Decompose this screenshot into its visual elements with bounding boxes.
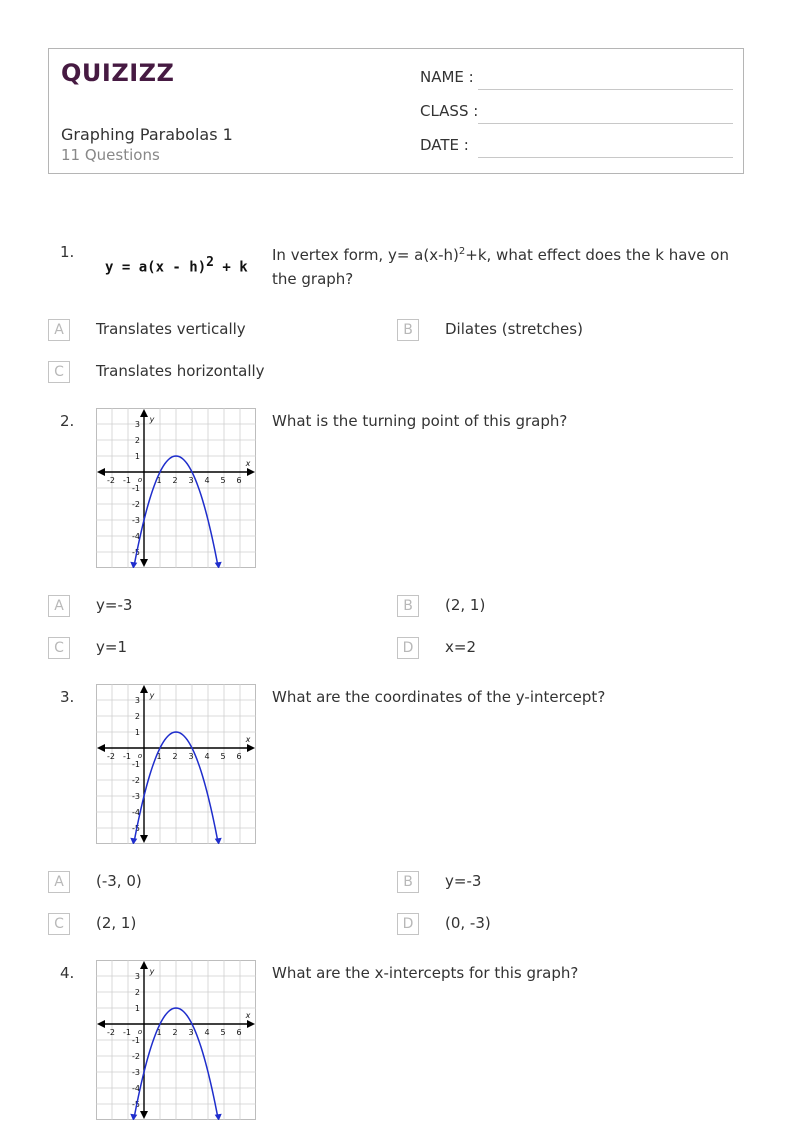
origin-label: o	[137, 752, 143, 760]
y-tick-label: 2	[134, 436, 140, 445]
question-number: 4.	[60, 964, 75, 982]
parabola-graph	[96, 960, 256, 1120]
class-field[interactable]	[420, 102, 733, 124]
question-count: 11 Questions	[61, 146, 160, 164]
y-tick-label: 1	[134, 1004, 140, 1013]
y-tick-label: -1	[132, 484, 140, 493]
worksheet-header	[48, 48, 744, 174]
y-axis-label: y	[149, 691, 155, 700]
y-tick-label: 2	[134, 712, 140, 721]
option-letter: A	[48, 595, 70, 617]
date-line	[478, 157, 733, 158]
option-letter: B	[397, 319, 419, 341]
x-axis-label: x	[245, 459, 251, 468]
formula-tail: + k	[213, 259, 248, 276]
x-tick-label: -2	[107, 752, 115, 761]
option-text: Translates horizontally	[96, 362, 265, 380]
option-letter: B	[397, 595, 419, 617]
option-text: (2, 1)	[445, 596, 486, 614]
option-text: Dilates (stretches)	[445, 320, 583, 338]
y-tick-label: -2	[132, 1052, 140, 1061]
question-text-post: +k, what effect does the k have on the graph?	[272, 246, 729, 288]
y-tick-label: 3	[134, 972, 140, 981]
x-axis-label: x	[245, 1011, 251, 1020]
option-text: (-3, 0)	[96, 872, 142, 890]
x-tick-label: 6	[236, 476, 242, 485]
question-number: 1.	[60, 243, 75, 261]
y-axis-label: y	[149, 967, 155, 976]
class-label: CLASS :	[420, 102, 479, 120]
option-text: (0, -3)	[445, 914, 491, 932]
y-tick-label: -2	[132, 776, 140, 785]
question-text: What are the coordinates of the y-intercept?	[272, 688, 606, 706]
worksheet-title: Graphing Parabolas 1	[61, 125, 233, 144]
x-tick-label: 3	[188, 752, 194, 761]
x-tick-label: -1	[123, 476, 131, 485]
option-letter: A	[48, 871, 70, 893]
x-tick-label: 6	[236, 752, 242, 761]
option-letter: B	[397, 871, 419, 893]
x-tick-label: 4	[204, 752, 210, 761]
y-tick-label: 1	[134, 728, 140, 737]
x-tick-label: 2	[172, 752, 178, 761]
question-text-exp: 2	[458, 246, 466, 257]
option-text: x=2	[445, 638, 476, 656]
quizizz-logo: QUIZIZZ	[61, 59, 175, 87]
x-tick-label: 6	[236, 1028, 242, 1037]
x-tick-label: 1	[156, 1028, 162, 1037]
y-tick-label: -4	[132, 808, 140, 817]
origin-label: o	[137, 1028, 143, 1036]
parabola-graph	[96, 684, 256, 844]
y-tick-label: -4	[132, 1084, 140, 1093]
x-tick-label: -2	[107, 476, 115, 485]
x-tick-label: -1	[123, 1028, 131, 1037]
question-text	[272, 240, 742, 291]
y-tick-label: -2	[132, 500, 140, 509]
x-tick-label: 4	[204, 476, 210, 485]
x-tick-label: 5	[220, 476, 226, 485]
y-tick-label: 1	[134, 452, 140, 461]
question-number: 3.	[60, 688, 75, 706]
vertex-form-formula	[105, 255, 248, 276]
y-tick-label: -5	[132, 824, 140, 833]
name-line	[478, 89, 733, 90]
y-tick-label: 2	[134, 988, 140, 997]
y-axis-label: y	[149, 415, 155, 424]
option-text: y=-3	[96, 596, 133, 614]
y-tick-label: -3	[132, 792, 140, 801]
x-tick-label: 3	[188, 476, 194, 485]
option-letter: D	[397, 637, 419, 659]
x-tick-label: -1	[123, 752, 131, 761]
origin-label: o	[137, 476, 143, 484]
option-letter: C	[48, 637, 70, 659]
date-label: DATE :	[420, 136, 469, 154]
formula-exponent: 2	[206, 255, 214, 270]
x-tick-label: 1	[156, 752, 162, 761]
formula-main: y = a(x - h)	[105, 259, 207, 276]
x-tick-label: 2	[172, 476, 178, 485]
x-tick-label: 5	[220, 1028, 226, 1037]
date-field[interactable]	[420, 136, 733, 158]
question-number: 2.	[60, 412, 75, 430]
x-tick-label: 2	[172, 1028, 178, 1037]
x-axis-label: x	[245, 735, 251, 744]
option-letter: C	[48, 913, 70, 935]
y-tick-label: -4	[132, 532, 140, 541]
y-tick-label: 3	[134, 420, 140, 429]
option-text: y=-3	[445, 872, 482, 890]
option-letter: C	[48, 361, 70, 383]
question-text-pre: In vertex form, y= a(x-h)	[272, 246, 459, 264]
parabola-graph	[96, 408, 256, 568]
option-text: y=1	[96, 638, 127, 656]
y-tick-label: -1	[132, 1036, 140, 1045]
y-tick-label: 3	[134, 696, 140, 705]
option-text: Translates vertically	[96, 320, 246, 338]
name-field[interactable]	[420, 68, 733, 90]
y-tick-label: -3	[132, 516, 140, 525]
question-text: What are the x-intercepts for this graph?	[272, 964, 579, 982]
y-tick-label: -5	[132, 548, 140, 557]
y-tick-label: -1	[132, 760, 140, 769]
option-letter: A	[48, 319, 70, 341]
option-text: (2, 1)	[96, 914, 137, 932]
x-tick-label: 3	[188, 1028, 194, 1037]
x-tick-label: 1	[156, 476, 162, 485]
option-letter: D	[397, 913, 419, 935]
y-tick-label: -3	[132, 1068, 140, 1077]
x-tick-label: 4	[204, 1028, 210, 1037]
x-tick-label: 5	[220, 752, 226, 761]
question-text: What is the turning point of this graph?	[272, 412, 568, 430]
y-tick-label: -5	[132, 1100, 140, 1109]
x-tick-label: -2	[107, 1028, 115, 1037]
class-line	[478, 123, 733, 124]
name-label: NAME :	[420, 68, 474, 86]
